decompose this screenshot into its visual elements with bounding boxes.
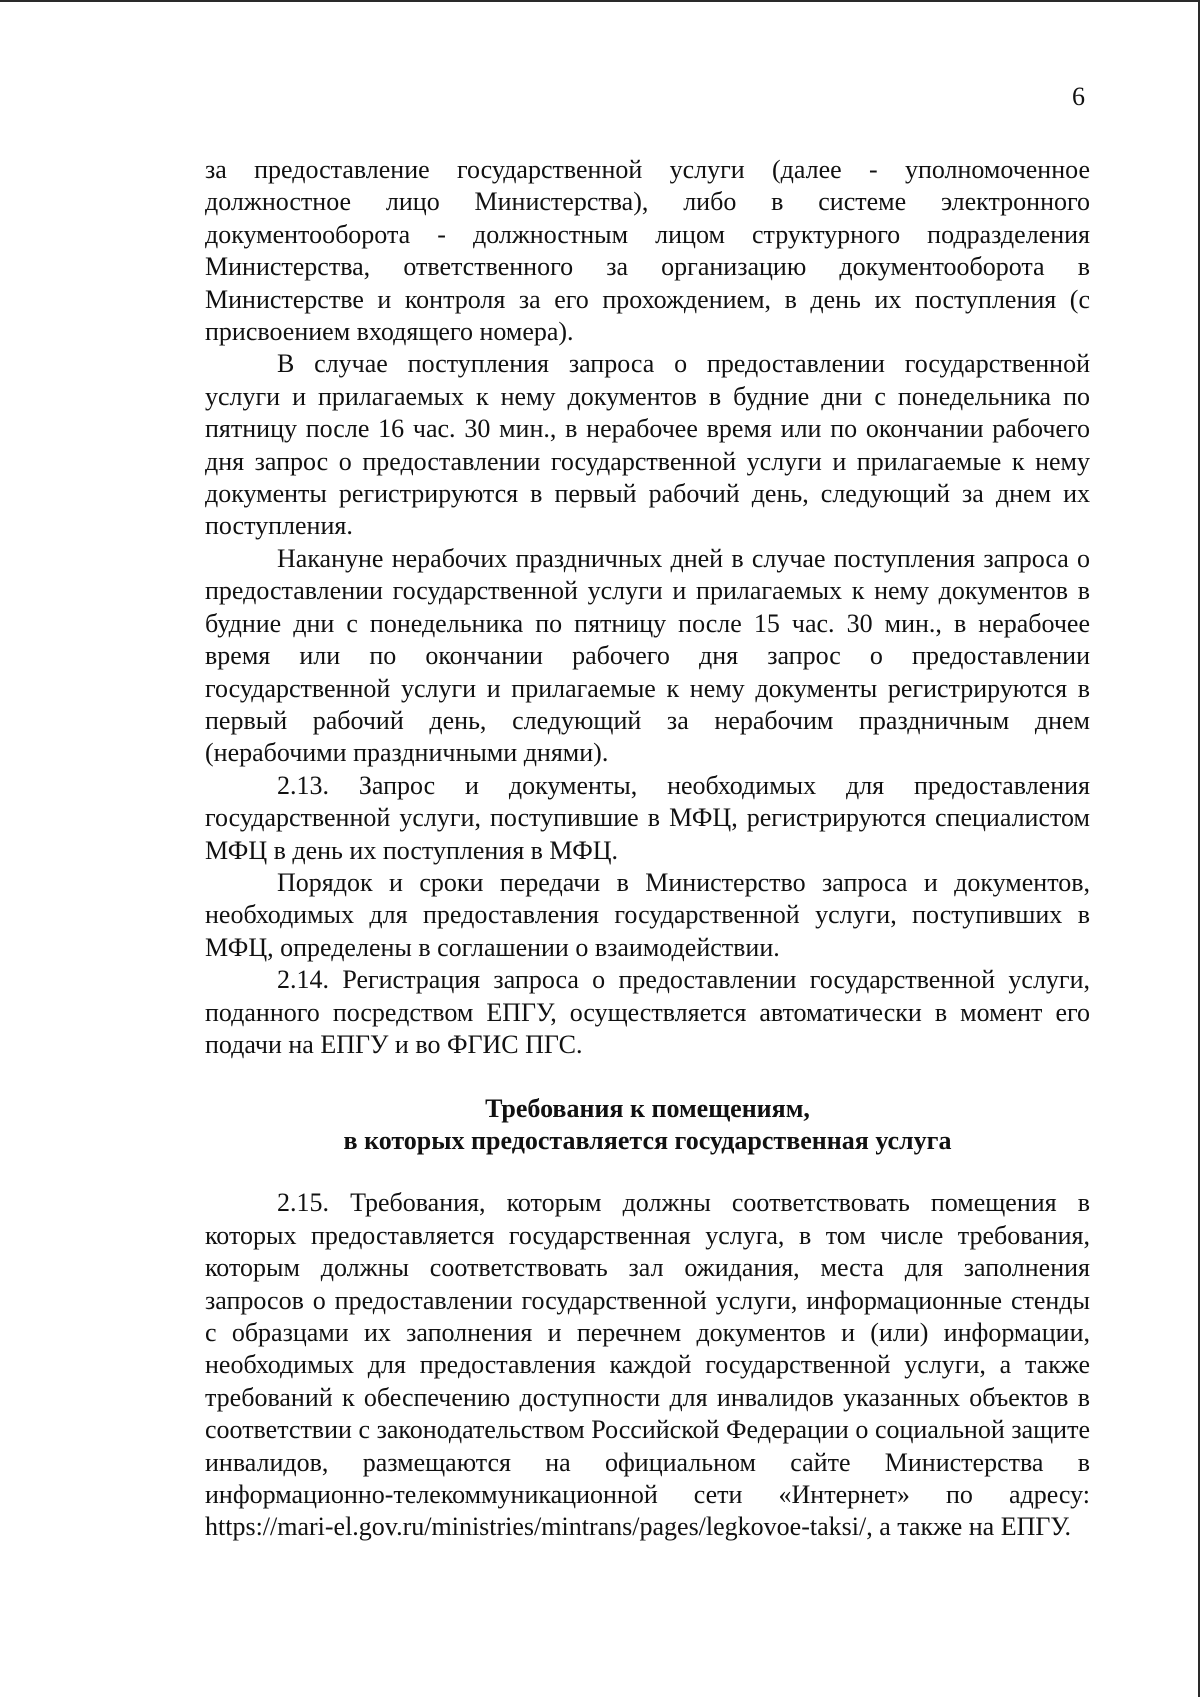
page-number: 6	[1072, 82, 1085, 111]
section-heading-line-1: Требования к помещениям,	[485, 1094, 810, 1124]
paragraph-2-15: 2.15. Требования, которым должны соответствовать помещения в которых предоставляется государственная услуга, в том числе требования, которым должны соответствовать зал ожидания, места для заполнения запросов о предоставлении государственной услуги, информационные стенды с образцами их заполнения и перечнем документов и (или) информации, необходимых для предоставления каждой государственной услуги, а также требований к обеспечению доступности для инвалидов указанных объектов в соответствии с законодательством Российской Федерации о социальной защите инвалидов, размещаются на официальном сайте Министерства в информационно-телекоммуникационной сети «Интернет» по адресу: https://mari-el.gov.ru/ministries/mintrans/pages/legkovoe-taksi/, а также на ЕПГУ.	[205, 1188, 1090, 1542]
paragraph-mfc-transfer: Порядок и сроки передачи в Министерство запроса и документов, необходимых для предоставления государственной услуги, поступивших в МФЦ, определены в соглашении о взаимодействии.	[205, 867, 1090, 962]
document-body	[205, 154, 1090, 1544]
paragraph-continuation: за предоставление государственной услуги (далее - уполномоченное должностное лицо Министерства), либо в системе электронного документооборота - должностным лицом структурного подразделения Министерства, ответственного за организацию документооборота в Министерстве и контроля за его прохождением, в день их поступления (с присвоением входящего номера).	[205, 155, 1090, 347]
paragraph-pre-holiday-registration: Накануне нерабочих праздничных дней в случае поступления запроса о предоставлении государственной услуги и прилагаемых к нему документов в будние дни с понедельника по пятницу после 15 час. 30 мин., в нерабочее время или по окончании рабочего дня запрос о предоставлении государственной услуги и прилагаемые к нему документы регистрируются в первый рабочий день, следующий за нерабочим праздничным днем (нерабочими праздничными днями).	[205, 543, 1090, 768]
paragraph-after-hours-registration: В случае поступления запроса о предоставлении государственной услуги и прилагаемых к нему документов в будние дни с понедельника по пятницу после 16 час. 30 мин., в нерабочее время или по окончании рабочего дня запрос о предоставлении государственной услуги и прилагаемые к нему документы регистрируются в первый рабочий день, следующий за днем их поступления.	[205, 349, 1090, 541]
paragraph-2-13: 2.13. Запрос и документы, необходимых для предоставления государственной услуги, поступившие в МФЦ, регистрируются специалистом МФЦ в день их поступления в МФЦ.	[205, 770, 1090, 865]
section-heading-line-2: в которых предоставляется государственная услуга	[343, 1126, 952, 1156]
paragraph-2-14: 2.14. Регистрация запроса о предоставлении государственной услуги, поданного посредством ЕПГУ, осуществляется автоматически в момент его подачи на ЕПГУ и во ФГИС ПГС.	[205, 965, 1090, 1059]
section-heading	[205, 1093, 1090, 1157]
